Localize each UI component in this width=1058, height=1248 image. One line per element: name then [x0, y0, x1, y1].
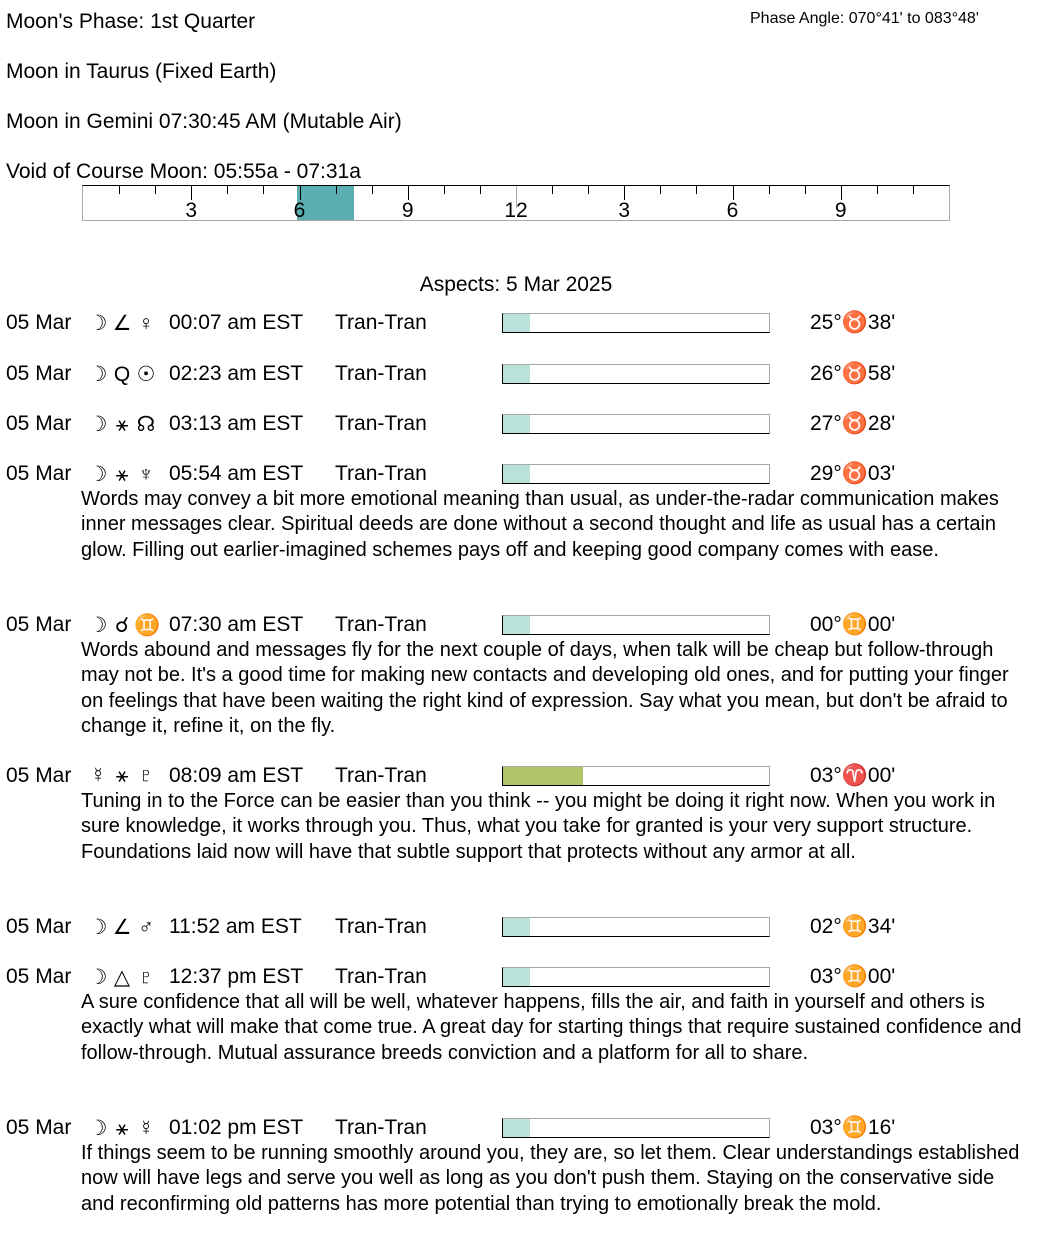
aspect-glyphs [86, 613, 161, 638]
aspect-icon: ⚹ [115, 413, 129, 436]
aspect-icon: ☌ [114, 614, 130, 637]
aspect-glyphs [86, 965, 158, 990]
aspect-glyphs [86, 1116, 158, 1141]
aspect-degree: 25°♉38' [810, 311, 896, 334]
aspect-row [0, 915, 1058, 939]
aspect-time: 08:09 am EST [169, 764, 304, 787]
aspect-glyphs [86, 362, 158, 387]
aspect-description: Words may convey a bit more emotional meaning than usual, as under-the-radar communication makes inner messages clear. Spiritual deeds are done without a second thought and life as usual has a certain glow. Filling out earlier-imagined schemes pays off and keeping good company comes with ease. [81, 488, 999, 561]
strength-bar-fill [503, 767, 583, 785]
aspect-date: 05 Mar [6, 613, 72, 636]
hour-label: 9 [401, 199, 414, 222]
hour-tick [155, 186, 156, 194]
aspect-degree: 03°♈00' [810, 764, 896, 787]
aspect-description: Words abound and messages fly for the next couple of days, when talk will be cheap but follow-through may not be. It's a good time for making new contacts and developing old ones, and for putting your finger on feelings that have been waiting the right kind of expression. Say what you mean, but don't be afraid to change it, refine it, on the fly. [81, 639, 1009, 737]
planet-1-icon: ☽ [88, 363, 108, 386]
planet-1-icon: ☿ [90, 764, 106, 787]
hour-label: 12 [504, 199, 528, 222]
aspect-glyphs [86, 311, 158, 336]
aspect-type: Tran-Tran [335, 613, 427, 636]
hour-tick [552, 186, 553, 194]
hour-tick [336, 186, 337, 194]
hour-tick [805, 186, 806, 194]
aspect-time: 11:52 am EST [169, 915, 302, 938]
planet-2-icon: ♇ [138, 966, 154, 989]
hour-label: 3 [185, 199, 198, 222]
hour-tick [696, 186, 697, 194]
aspect-row [0, 412, 1058, 436]
aspect-date: 05 Mar [6, 311, 72, 334]
strength-bar-fill [503, 365, 530, 383]
hour-label: 9 [834, 199, 847, 222]
strength-bar [502, 313, 770, 333]
planet-2-icon: ♊ [134, 614, 161, 637]
hour-tick [300, 186, 301, 200]
planet-1-icon: ☽ [88, 413, 108, 436]
aspect-type: Tran-Tran [335, 965, 427, 988]
planet-1-icon: ☽ [88, 614, 108, 637]
strength-bar [502, 414, 770, 434]
planet-1-icon: ☽ [88, 966, 108, 989]
aspect-time: 12:37 pm EST [169, 965, 304, 988]
aspect-degree: 02°♊34' [810, 915, 896, 938]
aspect-date: 05 Mar [6, 1116, 72, 1139]
aspect-type: Tran-Tran [335, 412, 427, 435]
strength-bar [502, 917, 770, 937]
hour-tick [263, 186, 264, 194]
aspect-icon: Q [113, 363, 131, 386]
aspect-type: Tran-Tran [335, 311, 427, 334]
aspect-glyphs [86, 462, 158, 487]
aspect-degree: 03°♊00' [810, 965, 896, 988]
aspect-description: Tuning in to the Force can be easier than you think -- you might be doing it right now. When you work in sure knowledge, it works through you. Thus, what you take for granted is your very support structure. Foundations laid now will have that subtle support that protects without any armor at all. [81, 790, 996, 863]
strength-bar-fill [503, 314, 530, 332]
aspect-icon: ⚹ [115, 764, 129, 787]
aspect-glyphs [86, 412, 158, 437]
planet-1-icon: ☽ [88, 1117, 108, 1140]
aspect-time: 05:54 am EST [169, 462, 304, 485]
aspect-icon: △ [113, 966, 131, 989]
hour-label: 6 [293, 199, 306, 222]
hour-tick [408, 186, 409, 200]
aspect-degree: 00°♊00' [810, 613, 896, 636]
hour-tick [877, 186, 878, 194]
planet-2-icon: ♆ [138, 463, 154, 486]
planet-1-icon: ☽ [88, 463, 108, 486]
hour-tick [841, 186, 842, 200]
planet-2-icon: ♀ [138, 312, 154, 335]
aspect-time: 07:30 am EST [169, 613, 304, 636]
aspect-date: 05 Mar [6, 412, 72, 435]
aspect-date: 05 Mar [6, 764, 72, 787]
strength-bar [502, 364, 770, 384]
hour-tick [191, 186, 192, 200]
hour-tick [769, 186, 770, 194]
void-of-course: Void of Course Moon: 05:55a - 07:31a [6, 160, 361, 183]
moon-sign-taurus: Moon in Taurus (Fixed Earth) [6, 60, 277, 83]
aspect-icon: ⚹ [115, 1117, 129, 1140]
hour-tick [660, 186, 661, 194]
aspect-degree: 27°♉28' [810, 412, 896, 435]
aspect-icon: ∠ [112, 916, 132, 939]
moon-phase: Moon's Phase: 1st Quarter [6, 10, 256, 33]
hour-tick [227, 186, 228, 194]
aspect-type: Tran-Tran [335, 764, 427, 787]
aspect-row [0, 764, 1058, 865]
void-of-course-timeline [82, 185, 950, 221]
planet-2-icon: ☉ [136, 363, 156, 386]
aspect-glyphs [86, 764, 158, 788]
aspect-date: 05 Mar [6, 362, 72, 385]
aspects-title: Aspects: 5 Mar 2025 [419, 273, 613, 296]
aspect-degree: 26°♉58' [810, 362, 896, 385]
aspect-degree: 29°♉03' [810, 462, 896, 485]
aspect-type: Tran-Tran [335, 462, 427, 485]
strength-bar [502, 967, 770, 987]
aspect-row [0, 965, 1058, 1066]
aspect-row [0, 311, 1058, 335]
hour-tick [480, 186, 481, 194]
hour-tick [913, 186, 914, 194]
aspect-time: 03:13 am EST [169, 412, 304, 435]
strength-bar [502, 615, 770, 635]
strength-bar [502, 464, 770, 484]
aspect-description: If things seem to be running smoothly around you, they are, so let them. Clear understandings established now will have legs and serve you well as long as you don't push them. Staying on the conservative side and reconfirming old patterns has more potential than trying to emotionally break the mold. [81, 1142, 1020, 1215]
strength-bar-fill [503, 918, 530, 936]
aspect-row [0, 613, 1058, 739]
aspect-glyphs [86, 915, 158, 940]
hour-tick [733, 186, 734, 200]
aspect-row [0, 462, 1058, 563]
strength-bar-fill [503, 1119, 530, 1137]
aspect-time: 00:07 am EST [169, 311, 304, 334]
planet-2-icon: ☊ [136, 413, 156, 436]
aspect-date: 05 Mar [6, 965, 72, 988]
planet-2-icon: ♂ [138, 916, 154, 939]
aspect-icon: ∠ [112, 312, 132, 335]
planet-2-icon: ☿ [138, 1117, 154, 1140]
hour-tick [444, 186, 445, 194]
planet-1-icon: ☽ [88, 916, 108, 939]
strength-bar-fill [503, 465, 530, 483]
hour-tick [624, 186, 625, 200]
hour-tick [588, 186, 589, 194]
planet-2-icon: ♇ [138, 764, 154, 787]
moon-sign-gemini: Moon in Gemini 07:30:45 AM (Mutable Air) [6, 110, 402, 133]
aspect-row [0, 1116, 1058, 1217]
aspect-type: Tran-Tran [335, 1116, 427, 1139]
aspect-type: Tran-Tran [335, 915, 427, 938]
strength-bar [502, 766, 770, 786]
phase-angle: Phase Angle: 070°41' to 083°48' [750, 10, 979, 27]
strength-bar-fill [503, 616, 530, 634]
hour-label: 6 [726, 199, 739, 222]
hour-label: 3 [618, 199, 631, 222]
strength-bar-fill [503, 415, 530, 433]
hour-tick [372, 186, 373, 194]
aspect-row [0, 362, 1058, 386]
aspect-type: Tran-Tran [335, 362, 427, 385]
aspect-time: 01:02 pm EST [169, 1116, 304, 1139]
planet-1-icon: ☽ [88, 312, 108, 335]
hour-tick [119, 186, 120, 194]
aspect-icon: ⚹ [115, 463, 129, 486]
aspect-description: A sure confidence that all will be well, whatever happens, fills the air, and faith in yourself and others is exactly what will make that come true. A great day for starting things that require sustained confidence and follow-through. Mutual assurance breeds conviction and a platform for all to share. [81, 991, 1022, 1064]
strength-bar [502, 1118, 770, 1138]
aspect-date: 05 Mar [6, 915, 72, 938]
aspect-degree: 03°♊16' [810, 1116, 896, 1139]
aspect-time: 02:23 am EST [169, 362, 304, 385]
strength-bar-fill [503, 968, 530, 986]
aspect-date: 05 Mar [6, 462, 72, 485]
